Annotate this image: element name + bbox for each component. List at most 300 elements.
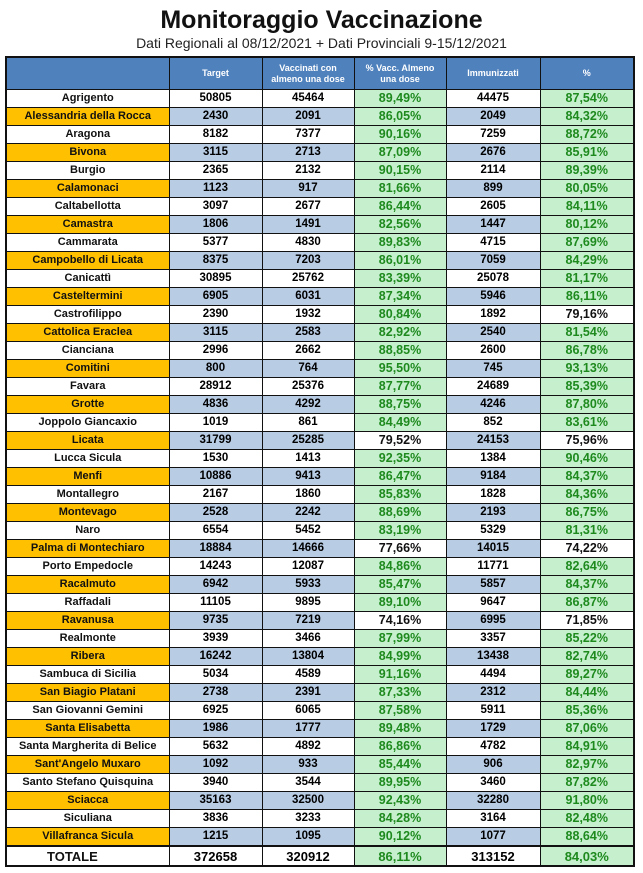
immunizzati-cell: 32280 — [446, 792, 540, 810]
pct-immun-cell: 87,06% — [540, 720, 634, 738]
pct-immun-cell: 90,46% — [540, 450, 634, 468]
comune-name: Burgio — [6, 162, 169, 180]
table-row — [6, 108, 634, 126]
pct-vacc-cell: 81,66% — [354, 180, 446, 198]
pct-immun-cell: 89,39% — [540, 162, 634, 180]
table-row — [6, 360, 634, 378]
header-pct-vacc: % Vacc. Almeno una dose — [354, 57, 446, 90]
comune-name: Santo Stefano Quisquina — [6, 774, 169, 792]
table-row — [6, 774, 634, 792]
pct-vacc-cell: 89,95% — [354, 774, 446, 792]
immunizzati-cell: 24153 — [446, 432, 540, 450]
comune-name: Cattolica Eraclea — [6, 324, 169, 342]
pct-vacc-cell: 89,48% — [354, 720, 446, 738]
comune-name: Sambuca di Sicilia — [6, 666, 169, 684]
table-row — [6, 558, 634, 576]
table-row — [6, 504, 634, 522]
pct-vacc-cell: 87,09% — [354, 144, 446, 162]
immunizzati-cell: 2605 — [446, 198, 540, 216]
immunizzati-cell: 2676 — [446, 144, 540, 162]
vaccinati-cell: 13804 — [262, 648, 354, 666]
table-row — [6, 792, 634, 810]
table-row — [6, 450, 634, 468]
pct-immun-cell: 87,69% — [540, 234, 634, 252]
pct-vacc-cell: 85,44% — [354, 756, 446, 774]
target-cell: 6942 — [169, 576, 262, 594]
comune-name: Comitini — [6, 360, 169, 378]
pct-immun-cell: 84,29% — [540, 252, 634, 270]
vaccinati-cell: 7203 — [262, 252, 354, 270]
pct-vacc-cell: 88,85% — [354, 342, 446, 360]
target-cell: 3097 — [169, 198, 262, 216]
comune-name: Calamonaci — [6, 180, 169, 198]
comune-name: Castrofilippo — [6, 306, 169, 324]
header-target: Target — [169, 57, 262, 90]
target-cell: 3836 — [169, 810, 262, 828]
pct-immun-cell: 93,13% — [540, 360, 634, 378]
immunizzati-cell: 3357 — [446, 630, 540, 648]
vaccinati-cell: 25285 — [262, 432, 354, 450]
target-cell: 2390 — [169, 306, 262, 324]
vaccinati-cell: 2677 — [262, 198, 354, 216]
vaccinati-cell: 2132 — [262, 162, 354, 180]
comune-name: Montevago — [6, 504, 169, 522]
pct-vacc-cell: 90,15% — [354, 162, 446, 180]
pct-immun-cell: 84,44% — [540, 684, 634, 702]
comune-name: Lucca Sicula — [6, 450, 169, 468]
vaccination-table — [5, 56, 635, 867]
comune-name: Ravanusa — [6, 612, 169, 630]
target-cell: 5034 — [169, 666, 262, 684]
comune-name: Joppolo Giancaxio — [6, 414, 169, 432]
pct-vacc-cell: 83,19% — [354, 522, 446, 540]
pct-immun-cell: 86,11% — [540, 288, 634, 306]
target-cell: 2167 — [169, 486, 262, 504]
vaccinati-cell: 45464 — [262, 90, 354, 108]
target-cell: 6925 — [169, 702, 262, 720]
table-row — [6, 396, 634, 414]
pct-vacc-cell: 82,92% — [354, 324, 446, 342]
target-cell: 3115 — [169, 324, 262, 342]
total-label: TOTALE — [6, 846, 169, 866]
pct-vacc-cell: 89,10% — [354, 594, 446, 612]
target-cell: 2528 — [169, 504, 262, 522]
pct-immun-cell: 86,75% — [540, 504, 634, 522]
comune-name: Naro — [6, 522, 169, 540]
vaccinati-cell: 4830 — [262, 234, 354, 252]
vaccinati-cell: 7377 — [262, 126, 354, 144]
pct-immun-cell: 83,61% — [540, 414, 634, 432]
table-row — [6, 252, 634, 270]
table-row — [6, 810, 634, 828]
comune-name: Alessandria della Rocca — [6, 108, 169, 126]
vaccinati-cell: 2242 — [262, 504, 354, 522]
vaccinati-cell: 1932 — [262, 306, 354, 324]
immunizzati-cell: 5946 — [446, 288, 540, 306]
table-row — [6, 522, 634, 540]
table-row — [6, 432, 634, 450]
comune-name: Porto Empedocle — [6, 558, 169, 576]
header-vaccinati: Vaccinati con almeno una dose — [262, 57, 354, 90]
target-cell: 28912 — [169, 378, 262, 396]
table-row — [6, 720, 634, 738]
pct-vacc-cell: 90,16% — [354, 126, 446, 144]
vaccinati-cell: 9895 — [262, 594, 354, 612]
pct-immun-cell: 86,78% — [540, 342, 634, 360]
immunizzati-cell: 14015 — [446, 540, 540, 558]
vaccinati-cell: 7219 — [262, 612, 354, 630]
vaccinati-cell: 5933 — [262, 576, 354, 594]
pct-immun-cell: 82,64% — [540, 558, 634, 576]
pct-immun-cell: 82,48% — [540, 810, 634, 828]
immunizzati-cell: 5911 — [446, 702, 540, 720]
pct-vacc-cell: 84,28% — [354, 810, 446, 828]
comune-name: Santa Elisabetta — [6, 720, 169, 738]
comune-name: Casteltermini — [6, 288, 169, 306]
table-row — [6, 486, 634, 504]
vaccinati-cell: 1095 — [262, 828, 354, 847]
table-row — [6, 666, 634, 684]
immunizzati-cell: 1892 — [446, 306, 540, 324]
vaccinati-cell: 1491 — [262, 216, 354, 234]
table-row — [6, 378, 634, 396]
comune-name: Camastra — [6, 216, 169, 234]
vaccinati-cell: 5452 — [262, 522, 354, 540]
comune-name: Palma di Montechiaro — [6, 540, 169, 558]
pct-immun-cell: 85,91% — [540, 144, 634, 162]
target-cell: 30895 — [169, 270, 262, 288]
comune-name: Ribera — [6, 648, 169, 666]
immunizzati-cell: 4246 — [446, 396, 540, 414]
immunizzati-cell: 4782 — [446, 738, 540, 756]
comune-name: Montallegro — [6, 486, 169, 504]
pct-vacc-cell: 74,16% — [354, 612, 446, 630]
target-cell: 1806 — [169, 216, 262, 234]
vaccinati-cell: 2583 — [262, 324, 354, 342]
table-row — [6, 576, 634, 594]
table-row — [6, 756, 634, 774]
pct-immun-cell: 87,54% — [540, 90, 634, 108]
immunizzati-cell: 4494 — [446, 666, 540, 684]
table-row — [6, 144, 634, 162]
page-title: Monitoraggio Vaccinazione — [160, 6, 483, 34]
table-row — [6, 288, 634, 306]
vaccinati-cell: 6031 — [262, 288, 354, 306]
table-row — [6, 180, 634, 198]
immunizzati-cell: 44475 — [446, 90, 540, 108]
target-cell: 1530 — [169, 450, 262, 468]
pct-vacc-cell: 88,69% — [354, 504, 446, 522]
pct-vacc-cell: 87,33% — [354, 684, 446, 702]
immunizzati-cell: 4715 — [446, 234, 540, 252]
table-row — [6, 342, 634, 360]
pct-vacc-cell: 85,47% — [354, 576, 446, 594]
table-body — [6, 90, 634, 847]
table-row — [6, 540, 634, 558]
target-cell: 2996 — [169, 342, 262, 360]
comune-name: San Giovanni Gemini — [6, 702, 169, 720]
comune-name: Cianciana — [6, 342, 169, 360]
header-immunizzati: Immunizzati — [446, 57, 540, 90]
pct-immun-cell: 87,82% — [540, 774, 634, 792]
table-row — [6, 162, 634, 180]
immunizzati-cell: 9184 — [446, 468, 540, 486]
target-cell: 6554 — [169, 522, 262, 540]
immunizzati-cell: 7259 — [446, 126, 540, 144]
immunizzati-cell: 7059 — [446, 252, 540, 270]
pct-immun-cell: 91,80% — [540, 792, 634, 810]
comune-name: Favara — [6, 378, 169, 396]
target-cell: 1019 — [169, 414, 262, 432]
comune-name: Canicattì — [6, 270, 169, 288]
table-row — [6, 198, 634, 216]
vaccinati-cell: 3466 — [262, 630, 354, 648]
target-cell: 35163 — [169, 792, 262, 810]
pct-vacc-cell: 87,99% — [354, 630, 446, 648]
table-row — [6, 684, 634, 702]
immunizzati-cell: 1729 — [446, 720, 540, 738]
vaccinati-cell: 2662 — [262, 342, 354, 360]
pct-vacc-cell: 84,49% — [354, 414, 446, 432]
table-row — [6, 612, 634, 630]
comune-name: Villafranca Sicula — [6, 828, 169, 847]
vaccinati-cell: 32500 — [262, 792, 354, 810]
pct-immun-cell: 84,37% — [540, 576, 634, 594]
pct-vacc-cell: 83,39% — [354, 270, 446, 288]
immunizzati-cell: 899 — [446, 180, 540, 198]
table-row — [6, 828, 634, 847]
target-cell: 3115 — [169, 144, 262, 162]
total-row — [6, 846, 634, 866]
table-row — [6, 648, 634, 666]
total-pct-dose: 86,11% — [354, 846, 446, 866]
comune-name: Sant'Angelo Muxaro — [6, 756, 169, 774]
target-cell: 9735 — [169, 612, 262, 630]
pct-immun-cell: 84,36% — [540, 486, 634, 504]
immunizzati-cell: 6995 — [446, 612, 540, 630]
comune-name: Agrigento — [6, 90, 169, 108]
target-cell: 800 — [169, 360, 262, 378]
pct-vacc-cell: 86,01% — [354, 252, 446, 270]
pct-vacc-cell: 92,35% — [354, 450, 446, 468]
pct-immun-cell: 84,37% — [540, 468, 634, 486]
vaccinati-cell: 933 — [262, 756, 354, 774]
comune-name: Cammarata — [6, 234, 169, 252]
immunizzati-cell: 11771 — [446, 558, 540, 576]
target-cell: 31799 — [169, 432, 262, 450]
target-cell: 50805 — [169, 90, 262, 108]
immunizzati-cell: 745 — [446, 360, 540, 378]
total-pct: 84,03% — [540, 846, 634, 866]
vaccinati-cell: 1860 — [262, 486, 354, 504]
pct-immun-cell: 84,91% — [540, 738, 634, 756]
pct-vacc-cell: 87,34% — [354, 288, 446, 306]
target-cell: 1215 — [169, 828, 262, 847]
pct-vacc-cell: 84,99% — [354, 648, 446, 666]
pct-vacc-cell: 92,43% — [354, 792, 446, 810]
target-cell: 8182 — [169, 126, 262, 144]
table-row — [6, 90, 634, 108]
immunizzati-cell: 2540 — [446, 324, 540, 342]
pct-immun-cell: 79,16% — [540, 306, 634, 324]
comune-name: Siculiana — [6, 810, 169, 828]
pct-vacc-cell: 89,49% — [354, 90, 446, 108]
target-cell: 4836 — [169, 396, 262, 414]
pct-immun-cell: 85,22% — [540, 630, 634, 648]
pct-vacc-cell: 82,56% — [354, 216, 446, 234]
total-target: 372658 — [169, 846, 262, 866]
pct-vacc-cell: 86,05% — [354, 108, 446, 126]
table-row — [6, 234, 634, 252]
target-cell: 6905 — [169, 288, 262, 306]
immunizzati-cell: 13438 — [446, 648, 540, 666]
target-cell: 2430 — [169, 108, 262, 126]
target-cell: 16242 — [169, 648, 262, 666]
pct-immun-cell: 82,74% — [540, 648, 634, 666]
comune-name: Bivona — [6, 144, 169, 162]
pct-vacc-cell: 88,75% — [354, 396, 446, 414]
comune-name: Sciacca — [6, 792, 169, 810]
pct-immun-cell: 81,17% — [540, 270, 634, 288]
pct-vacc-cell: 90,12% — [354, 828, 446, 847]
table-row — [6, 414, 634, 432]
table-row — [6, 630, 634, 648]
comune-name: Licata — [6, 432, 169, 450]
pct-vacc-cell: 77,66% — [354, 540, 446, 558]
vaccinati-cell: 6065 — [262, 702, 354, 720]
target-cell: 1986 — [169, 720, 262, 738]
pct-vacc-cell: 87,58% — [354, 702, 446, 720]
immunizzati-cell: 9647 — [446, 594, 540, 612]
immunizzati-cell: 2193 — [446, 504, 540, 522]
pct-immun-cell: 80,05% — [540, 180, 634, 198]
pct-immun-cell: 87,80% — [540, 396, 634, 414]
vaccinati-cell: 1413 — [262, 450, 354, 468]
vaccinati-cell: 2091 — [262, 108, 354, 126]
immunizzati-cell: 5857 — [446, 576, 540, 594]
immunizzati-cell: 2114 — [446, 162, 540, 180]
pct-immun-cell: 84,32% — [540, 108, 634, 126]
pct-immun-cell: 71,85% — [540, 612, 634, 630]
comune-name: Grotte — [6, 396, 169, 414]
immunizzati-cell: 1828 — [446, 486, 540, 504]
pct-vacc-cell: 84,86% — [354, 558, 446, 576]
header-comune — [6, 57, 169, 90]
vaccinati-cell: 764 — [262, 360, 354, 378]
immunizzati-cell: 1447 — [446, 216, 540, 234]
target-cell: 10886 — [169, 468, 262, 486]
vaccinati-cell: 12087 — [262, 558, 354, 576]
table-row — [6, 594, 634, 612]
target-cell: 3940 — [169, 774, 262, 792]
comune-name: Racalmuto — [6, 576, 169, 594]
total-immun: 313152 — [446, 846, 540, 866]
immunizzati-cell: 1384 — [446, 450, 540, 468]
pct-vacc-cell: 95,50% — [354, 360, 446, 378]
pct-vacc-cell: 86,47% — [354, 468, 446, 486]
immunizzati-cell: 2312 — [446, 684, 540, 702]
vaccinati-cell: 2391 — [262, 684, 354, 702]
immunizzati-cell: 24689 — [446, 378, 540, 396]
vaccinati-cell: 9413 — [262, 468, 354, 486]
pct-vacc-cell: 89,83% — [354, 234, 446, 252]
header-pct: % — [540, 57, 634, 90]
vaccinati-cell: 1777 — [262, 720, 354, 738]
target-cell: 3939 — [169, 630, 262, 648]
comune-name: Realmonte — [6, 630, 169, 648]
comune-name: Menfi — [6, 468, 169, 486]
pct-vacc-cell: 91,16% — [354, 666, 446, 684]
immunizzati-cell: 5329 — [446, 522, 540, 540]
pct-immun-cell: 85,39% — [540, 378, 634, 396]
pct-immun-cell: 75,96% — [540, 432, 634, 450]
immunizzati-cell: 25078 — [446, 270, 540, 288]
immunizzati-cell: 2049 — [446, 108, 540, 126]
table-row — [6, 324, 634, 342]
pct-immun-cell: 80,12% — [540, 216, 634, 234]
table-row — [6, 702, 634, 720]
comune-name: San Biagio Platani — [6, 684, 169, 702]
vaccinati-cell: 4892 — [262, 738, 354, 756]
pct-immun-cell: 84,11% — [540, 198, 634, 216]
pct-immun-cell: 86,87% — [540, 594, 634, 612]
immunizzati-cell: 852 — [446, 414, 540, 432]
target-cell: 1092 — [169, 756, 262, 774]
pct-immun-cell: 81,54% — [540, 324, 634, 342]
table-row — [6, 738, 634, 756]
pct-vacc-cell: 79,52% — [354, 432, 446, 450]
vaccinati-cell: 2713 — [262, 144, 354, 162]
immunizzati-cell: 3460 — [446, 774, 540, 792]
immunizzati-cell: 2600 — [446, 342, 540, 360]
comune-name: Raffadali — [6, 594, 169, 612]
pct-immun-cell: 81,31% — [540, 522, 634, 540]
target-cell: 5377 — [169, 234, 262, 252]
vaccinati-cell: 4292 — [262, 396, 354, 414]
table-row — [6, 306, 634, 324]
pct-immun-cell: 88,72% — [540, 126, 634, 144]
target-cell: 14243 — [169, 558, 262, 576]
immunizzati-cell: 906 — [446, 756, 540, 774]
table-row — [6, 270, 634, 288]
vaccinati-cell: 4589 — [262, 666, 354, 684]
pct-vacc-cell: 86,86% — [354, 738, 446, 756]
comune-name: Aragona — [6, 126, 169, 144]
vaccinati-cell: 917 — [262, 180, 354, 198]
pct-immun-cell: 82,97% — [540, 756, 634, 774]
comune-name: Caltabellotta — [6, 198, 169, 216]
pct-immun-cell: 74,22% — [540, 540, 634, 558]
table-row — [6, 126, 634, 144]
target-cell: 11105 — [169, 594, 262, 612]
page-subtitle: Dati Regionali al 08/12/2021 + Dati Provinciali 9-15/12/2021 — [136, 35, 507, 51]
vaccinati-cell: 3233 — [262, 810, 354, 828]
pct-immun-cell: 89,27% — [540, 666, 634, 684]
vaccinati-cell: 3544 — [262, 774, 354, 792]
target-cell: 1123 — [169, 180, 262, 198]
pct-vacc-cell: 87,77% — [354, 378, 446, 396]
comune-name: Campobello di Licata — [6, 252, 169, 270]
immunizzati-cell: 1077 — [446, 828, 540, 847]
table-row — [6, 468, 634, 486]
pct-vacc-cell: 80,84% — [354, 306, 446, 324]
vaccinati-cell: 25762 — [262, 270, 354, 288]
pct-immun-cell: 88,64% — [540, 828, 634, 847]
pct-vacc-cell: 86,44% — [354, 198, 446, 216]
target-cell: 2738 — [169, 684, 262, 702]
vaccinati-cell: 861 — [262, 414, 354, 432]
vaccinati-cell: 14666 — [262, 540, 354, 558]
